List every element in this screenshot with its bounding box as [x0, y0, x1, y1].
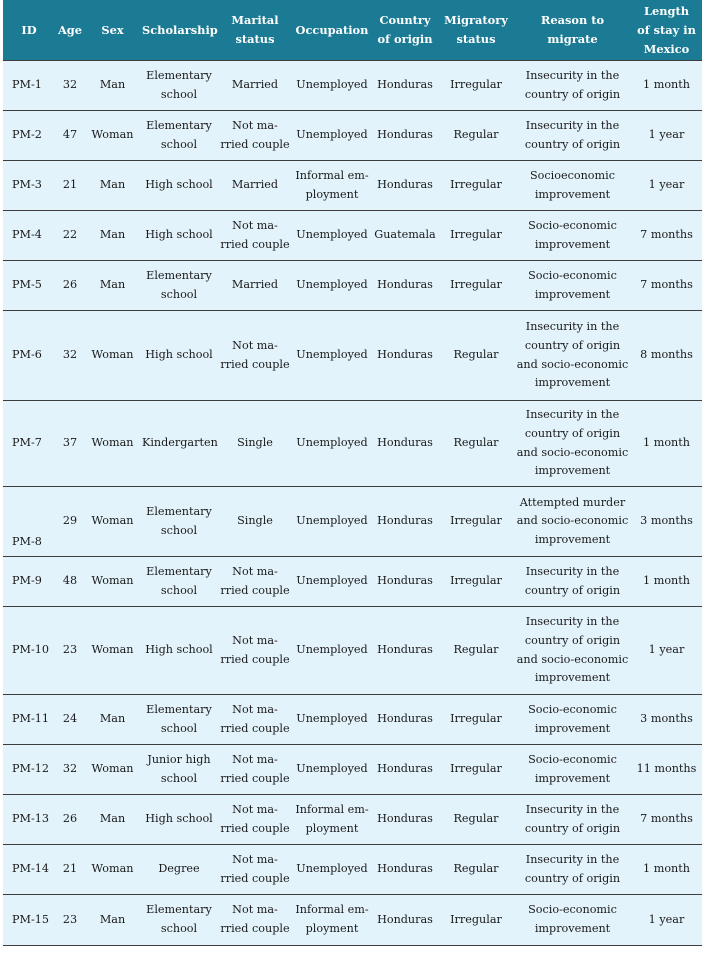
table-row — [3, 401, 702, 487]
cell-age: 37 — [55, 401, 85, 487]
cell-reason-to-migrate-line: Insecurity in the — [525, 852, 620, 866]
cell-sex: Man — [85, 161, 140, 211]
cell-scholarship-line: Elementary — [146, 903, 212, 917]
cell-occupation-line: Unemployed — [296, 574, 368, 588]
cell-marital-status-line: Not ma- — [232, 218, 278, 232]
cell-reason-to-migrate — [514, 161, 631, 211]
cell-id: PM-7 — [3, 401, 55, 487]
cell-migratory-status: Regular — [438, 111, 514, 161]
cell-scholarship — [140, 261, 218, 311]
header-scholarship: Scholarship — [140, 0, 218, 61]
cell-migratory-status: Irregular — [438, 895, 514, 946]
cell-length-of-stay: 7 months — [631, 795, 702, 845]
cell-reason-to-migrate-line: country of origin — [524, 87, 621, 101]
cell-id: PM-9 — [3, 557, 55, 607]
cell-age: 26 — [55, 261, 85, 311]
table-row — [3, 607, 702, 695]
cell-country-of-origin: Honduras — [372, 61, 438, 111]
cell-reason-to-migrate-line: Attempted murder — [519, 495, 626, 509]
table-row — [3, 557, 702, 607]
cell-length-of-stay: 1 year — [631, 607, 702, 695]
cell-reason-to-migrate-line: and socio-economic — [516, 514, 629, 528]
cell-scholarship-line: High school — [145, 812, 213, 826]
cell-reason-to-migrate — [514, 401, 631, 487]
cell-migratory-status: Irregular — [438, 557, 514, 607]
cell-id: PM-6 — [3, 311, 55, 401]
cell-scholarship-line: school — [160, 922, 198, 935]
cell-migratory-status: Regular — [438, 607, 514, 695]
cell-occupation-line: Unemployed — [296, 514, 368, 528]
cell-reason-to-migrate-line: Insecurity in the — [525, 802, 620, 816]
cell-scholarship-line: Elementary — [146, 68, 212, 82]
cell-reason-to-migrate-line: country of origin — [524, 633, 621, 647]
cell-occupation — [292, 607, 372, 695]
cell-reason-to-migrate — [514, 111, 631, 161]
cell-scholarship-line: High school — [145, 643, 213, 657]
cell-occupation-line: ployment — [305, 922, 359, 935]
cell-occupation — [292, 111, 372, 161]
cell-sex: Woman — [85, 607, 140, 695]
header-age: Age — [55, 0, 85, 61]
cell-country-of-origin: Honduras — [372, 695, 438, 745]
cell-scholarship — [140, 557, 218, 607]
cell-marital-status — [218, 261, 292, 311]
cell-reason-to-migrate — [514, 487, 631, 557]
cell-length-of-stay: 1 year — [631, 111, 702, 161]
cell-marital-status — [218, 607, 292, 695]
cell-migratory-status: Regular — [438, 795, 514, 845]
cell-occupation — [292, 845, 372, 895]
participants-table — [3, 0, 702, 946]
cell-age: 23 — [55, 607, 85, 695]
cell-sex: Man — [85, 895, 140, 946]
cell-country-of-origin: Honduras — [372, 261, 438, 311]
cell-reason-to-migrate-line: Insecurity in the — [525, 118, 620, 132]
cell-occupation-line: ployment — [305, 187, 359, 201]
cell-sex: Woman — [85, 401, 140, 487]
cell-marital-status-line: Married — [231, 78, 279, 92]
cell-migratory-status: Irregular — [438, 261, 514, 311]
cell-country-of-origin: Honduras — [372, 161, 438, 211]
cell-reason-to-migrate — [514, 311, 631, 401]
cell-scholarship — [140, 61, 218, 111]
cell-age: 29 — [55, 487, 85, 557]
cell-marital-status-line: Not ma- — [232, 702, 278, 716]
cell-marital-status-line: rried couple — [220, 357, 290, 371]
cell-marital-status-line: rried couple — [220, 821, 290, 835]
cell-country-of-origin: Honduras — [372, 845, 438, 895]
cell-marital-status — [218, 161, 292, 211]
cell-reason-to-migrate-line: Insecurity in the — [525, 564, 620, 578]
table-row — [3, 745, 702, 795]
cell-reason-to-migrate-line: improvement — [534, 287, 611, 301]
cell-scholarship-line: High school — [145, 178, 213, 192]
cell-scholarship — [140, 895, 218, 946]
cell-marital-status — [218, 695, 292, 745]
cell-marital-status-line: Not ma- — [232, 118, 278, 132]
header-occupation: Occupation — [292, 0, 372, 61]
cell-id: PM-2 — [3, 111, 55, 161]
cell-occupation — [292, 261, 372, 311]
cell-reason-to-migrate — [514, 895, 631, 946]
cell-reason-to-migrate — [514, 61, 631, 111]
cell-migratory-status: Irregular — [438, 161, 514, 211]
cell-scholarship — [140, 745, 218, 795]
cell-marital-status-line: Not ma- — [232, 564, 278, 578]
cell-reason-to-migrate-line: country of origin — [524, 583, 621, 597]
cell-reason-to-migrate-line: Insecurity in the — [525, 615, 620, 629]
cell-scholarship — [140, 111, 218, 161]
cell-scholarship-line: school — [160, 287, 198, 301]
cell-reason-to-migrate-line: improvement — [534, 376, 611, 390]
cell-age: 32 — [55, 61, 85, 111]
cell-migratory-status: Irregular — [438, 487, 514, 557]
cell-id: PM-14 — [3, 845, 55, 895]
header-marital-status: Marital status — [218, 0, 292, 61]
header-country-of-origin: Country of origin — [372, 0, 438, 61]
header-row — [3, 0, 702, 61]
table-row — [3, 111, 702, 161]
cell-scholarship — [140, 795, 218, 845]
cell-age: 47 — [55, 111, 85, 161]
cell-reason-to-migrate-line: country of origin — [524, 338, 621, 352]
cell-marital-status-line: Married — [231, 278, 279, 292]
cell-reason-to-migrate-line: improvement — [534, 532, 611, 546]
cell-id: PM-15 — [3, 895, 55, 946]
cell-length-of-stay: 1 month — [631, 61, 702, 111]
table-row — [3, 311, 702, 401]
cell-occupation-line: Informal em- — [295, 802, 369, 816]
cell-reason-to-migrate-line: improvement — [534, 671, 611, 685]
cell-marital-status — [218, 795, 292, 845]
cell-sex: Man — [85, 695, 140, 745]
cell-occupation-line: Unemployed — [296, 228, 368, 242]
cell-marital-status-line: rried couple — [220, 871, 290, 885]
cell-scholarship-line: Kindergarten — [142, 436, 218, 450]
cell-migratory-status: Irregular — [438, 211, 514, 261]
header-migratory-status: Migratory status — [438, 0, 514, 61]
table-header — [3, 0, 702, 61]
cell-reason-to-migrate — [514, 695, 631, 745]
cell-length-of-stay: 1 month — [631, 401, 702, 487]
cell-scholarship-line: Junior high — [147, 752, 211, 766]
cell-reason-to-migrate — [514, 795, 631, 845]
cell-reason-to-migrate-line: country of origin — [524, 871, 621, 885]
cell-marital-status — [218, 487, 292, 557]
cell-reason-to-migrate-line: Socio-economic — [528, 903, 617, 917]
cell-sex: Woman — [85, 557, 140, 607]
cell-reason-to-migrate-line: improvement — [534, 922, 611, 935]
cell-age: 32 — [55, 745, 85, 795]
cell-migratory-status: Irregular — [438, 61, 514, 111]
cell-reason-to-migrate-line: improvement — [534, 237, 611, 251]
cell-marital-status — [218, 845, 292, 895]
cell-sex: Man — [85, 795, 140, 845]
table-row — [3, 211, 702, 261]
cell-marital-status-line: rried couple — [220, 237, 290, 251]
cell-length-of-stay: 1 year — [631, 161, 702, 211]
table-row — [3, 261, 702, 311]
cell-age: 21 — [55, 161, 85, 211]
cell-occupation — [292, 311, 372, 401]
cell-occupation-line: Unemployed — [296, 78, 368, 92]
header-sex: Sex — [85, 0, 140, 61]
cell-reason-to-migrate-line: country of origin — [524, 137, 621, 151]
cell-reason-to-migrate-line: country of origin — [524, 821, 621, 835]
cell-occupation — [292, 487, 372, 557]
cell-scholarship — [140, 211, 218, 261]
table-row — [3, 895, 702, 946]
cell-length-of-stay: 7 months — [631, 211, 702, 261]
cell-marital-status-line: rried couple — [220, 922, 290, 935]
cell-occupation — [292, 745, 372, 795]
cell-occupation — [292, 895, 372, 946]
cell-occupation — [292, 695, 372, 745]
cell-id: PM-4 — [3, 211, 55, 261]
cell-migratory-status: Irregular — [438, 745, 514, 795]
cell-scholarship-line: Elementary — [146, 268, 212, 282]
cell-marital-status — [218, 745, 292, 795]
cell-length-of-stay: 7 months — [631, 261, 702, 311]
cell-marital-status — [218, 311, 292, 401]
cell-occupation — [292, 211, 372, 261]
cell-sex: Man — [85, 261, 140, 311]
cell-marital-status-line: Not ma- — [232, 903, 278, 917]
cell-length-of-stay: 3 months — [631, 695, 702, 745]
cell-id: PM-10 — [3, 607, 55, 695]
cell-sex: Man — [85, 61, 140, 111]
cell-scholarship — [140, 695, 218, 745]
header-reason-to-migrate: Reason to migrate — [514, 0, 631, 61]
cell-sex: Woman — [85, 845, 140, 895]
cell-marital-status — [218, 557, 292, 607]
cell-reason-to-migrate-line: country of origin — [524, 426, 621, 440]
cell-marital-status — [218, 61, 292, 111]
cell-sex: Woman — [85, 745, 140, 795]
cell-country-of-origin: Honduras — [372, 607, 438, 695]
cell-scholarship-line: Elementary — [146, 564, 212, 578]
cell-country-of-origin: Guatemala — [372, 211, 438, 261]
cell-country-of-origin: Honduras — [372, 745, 438, 795]
cell-occupation — [292, 161, 372, 211]
cell-sex: Woman — [85, 311, 140, 401]
cell-length-of-stay: 8 months — [631, 311, 702, 401]
cell-reason-to-migrate-line: Insecurity in the — [525, 68, 620, 82]
cell-scholarship-line: Degree — [158, 862, 200, 876]
table-row — [3, 695, 702, 745]
cell-age: 21 — [55, 845, 85, 895]
cell-marital-status-line: rried couple — [220, 771, 290, 785]
cell-scholarship-line: Elementary — [146, 702, 212, 716]
cell-marital-status — [218, 895, 292, 946]
cell-migratory-status: Irregular — [438, 695, 514, 745]
cell-occupation-line: Unemployed — [296, 762, 368, 776]
cell-scholarship-line: school — [160, 523, 198, 537]
table-row — [3, 795, 702, 845]
cell-occupation — [292, 61, 372, 111]
cell-marital-status-line: Not ma- — [232, 338, 278, 352]
cell-scholarship-line: Elementary — [146, 504, 212, 518]
cell-marital-status-line: Not ma- — [232, 633, 278, 647]
cell-length-of-stay: 11 months — [631, 745, 702, 795]
cell-marital-status-line: Not ma- — [232, 752, 278, 766]
cell-length-of-stay: 1 year — [631, 895, 702, 946]
cell-occupation-line: Unemployed — [296, 712, 368, 726]
cell-reason-to-migrate-line: Socio-economic — [528, 752, 617, 766]
cell-reason-to-migrate — [514, 745, 631, 795]
cell-id: PM-12 — [3, 745, 55, 795]
cell-occupation-line: ployment — [305, 821, 359, 835]
cell-country-of-origin: Honduras — [372, 795, 438, 845]
cell-scholarship-line: school — [160, 583, 198, 597]
cell-occupation-line: Unemployed — [296, 278, 368, 292]
header-id: ID — [3, 0, 55, 61]
cell-scholarship — [140, 487, 218, 557]
cell-age: 22 — [55, 211, 85, 261]
cell-scholarship — [140, 401, 218, 487]
cell-reason-to-migrate-line: improvement — [534, 187, 611, 201]
cell-marital-status-line: Not ma- — [232, 852, 278, 866]
cell-marital-status — [218, 111, 292, 161]
cell-migratory-status: Regular — [438, 311, 514, 401]
cell-scholarship — [140, 607, 218, 695]
cell-occupation-line: Informal em- — [295, 168, 369, 182]
cell-sex: Man — [85, 211, 140, 261]
cell-sex: Woman — [85, 487, 140, 557]
cell-marital-status-line: rried couple — [220, 137, 290, 151]
cell-scholarship-line: school — [160, 721, 198, 735]
cell-age: 32 — [55, 311, 85, 401]
cell-age: 24 — [55, 695, 85, 745]
cell-length-of-stay: 1 month — [631, 845, 702, 895]
cell-length-of-stay: 1 month — [631, 557, 702, 607]
table-row — [3, 161, 702, 211]
cell-marital-status — [218, 401, 292, 487]
header-length-of-stay: Length of stay in Mexico — [631, 0, 702, 61]
table-row — [3, 487, 702, 557]
cell-occupation — [292, 795, 372, 845]
cell-country-of-origin: Honduras — [372, 311, 438, 401]
cell-reason-to-migrate-line: Insecurity in the — [525, 320, 620, 334]
cell-country-of-origin: Honduras — [372, 557, 438, 607]
cell-occupation-line: Unemployed — [296, 436, 368, 450]
cell-reason-to-migrate — [514, 261, 631, 311]
cell-occupation-line: Unemployed — [296, 862, 368, 876]
cell-marital-status-line: Not ma- — [232, 802, 278, 816]
cell-reason-to-migrate-line: Socioeconomic — [530, 168, 615, 182]
cell-occupation-line: Unemployed — [296, 128, 368, 142]
cell-migratory-status: Regular — [438, 845, 514, 895]
cell-reason-to-migrate — [514, 557, 631, 607]
cell-marital-status-line: rried couple — [220, 652, 290, 666]
cell-reason-to-migrate — [514, 607, 631, 695]
cell-marital-status — [218, 211, 292, 261]
cell-occupation — [292, 401, 372, 487]
table-row — [3, 845, 702, 895]
cell-scholarship — [140, 845, 218, 895]
cell-sex: Woman — [85, 111, 140, 161]
table-body — [3, 61, 702, 946]
cell-id: PM-3 — [3, 161, 55, 211]
cell-id: PM-1 — [3, 61, 55, 111]
cell-occupation-line: Unemployed — [296, 643, 368, 657]
cell-country-of-origin: Honduras — [372, 895, 438, 946]
cell-reason-to-migrate-line: and socio-economic — [516, 652, 629, 666]
cell-id: PM-13 — [3, 795, 55, 845]
cell-reason-to-migrate-line: improvement — [534, 721, 611, 735]
cell-scholarship-line: High school — [145, 228, 213, 242]
cell-reason-to-migrate-line: and socio-economic — [516, 357, 629, 371]
cell-reason-to-migrate-line: Socio-economic — [528, 702, 617, 716]
cell-reason-to-migrate-line: improvement — [534, 771, 611, 785]
cell-occupation — [292, 557, 372, 607]
cell-reason-to-migrate-line: Socio-economic — [528, 218, 617, 232]
cell-scholarship-line: High school — [145, 348, 213, 362]
cell-age: 26 — [55, 795, 85, 845]
cell-scholarship — [140, 311, 218, 401]
cell-scholarship-line: school — [160, 771, 198, 785]
cell-scholarship-line: school — [160, 87, 198, 101]
cell-marital-status-line: rried couple — [220, 721, 290, 735]
cell-country-of-origin: Honduras — [372, 487, 438, 557]
cell-country-of-origin: Honduras — [372, 401, 438, 487]
cell-marital-status-line: Single — [237, 436, 273, 450]
cell-id: PM-5 — [3, 261, 55, 311]
cell-marital-status-line: rried couple — [220, 583, 290, 597]
cell-scholarship-line: school — [160, 137, 198, 151]
table-row — [3, 61, 702, 111]
cell-id: PM-11 — [3, 695, 55, 745]
cell-age: 23 — [55, 895, 85, 946]
cell-occupation-line: Informal em- — [295, 903, 369, 917]
cell-reason-to-migrate-line: and socio-economic — [516, 445, 629, 459]
cell-country-of-origin: Honduras — [372, 111, 438, 161]
cell-migratory-status: Regular — [438, 401, 514, 487]
cell-scholarship — [140, 161, 218, 211]
cell-length-of-stay: 3 months — [631, 487, 702, 557]
cell-occupation-line: Unemployed — [296, 348, 368, 362]
cell-age: 48 — [55, 557, 85, 607]
cell-marital-status-line: Married — [231, 178, 279, 192]
cell-scholarship-line: Elementary — [146, 118, 212, 132]
cell-reason-to-migrate — [514, 211, 631, 261]
cell-reason-to-migrate-line: improvement — [534, 464, 611, 478]
cell-reason-to-migrate-line: Socio-economic — [528, 268, 617, 282]
cell-marital-status-line: Single — [237, 514, 273, 528]
cell-id: PM-8 — [3, 487, 55, 557]
cell-reason-to-migrate — [514, 845, 631, 895]
cell-reason-to-migrate-line: Insecurity in the — [525, 408, 620, 422]
